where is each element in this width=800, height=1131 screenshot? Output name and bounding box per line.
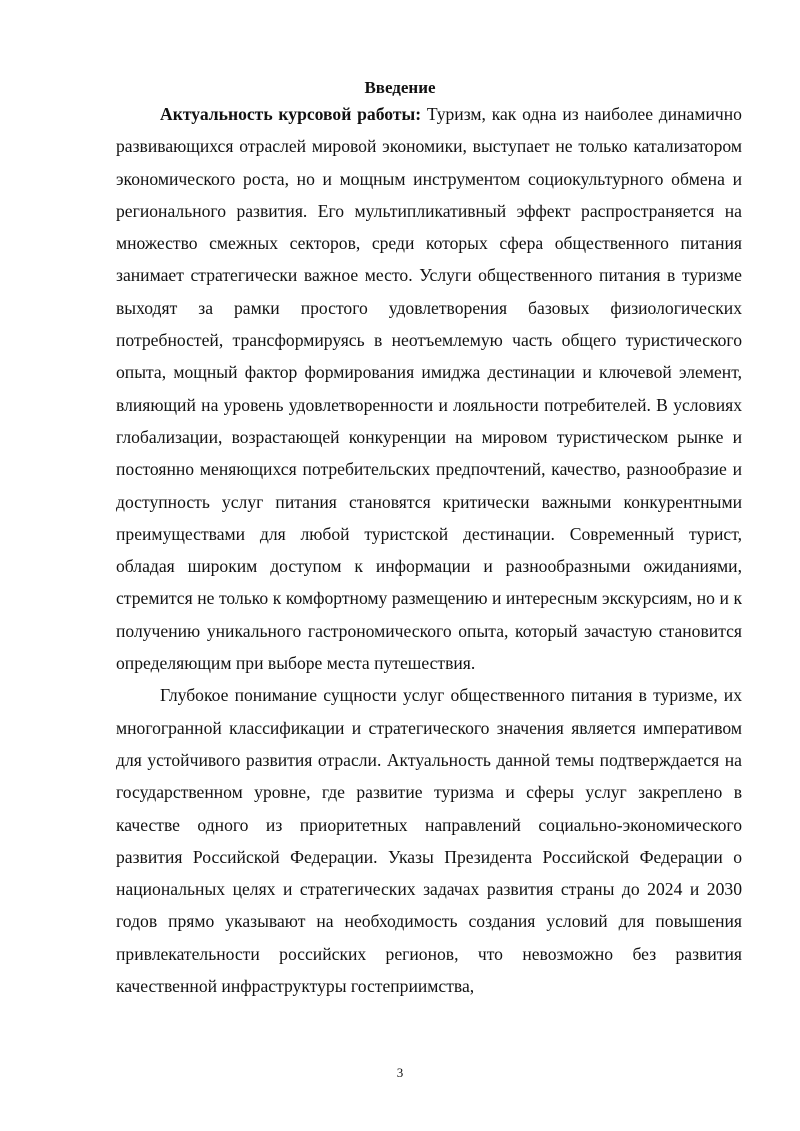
section-title: Введение — [364, 78, 436, 97]
paragraph-lead: Актуальность курсовой работы: — [160, 104, 422, 124]
paragraph-text: Глубокое понимание сущности услуг общественного питания в туризме, их многогранной классификации и стратегического значения является императивом для устойчивого развития отрасли. Актуальность данной темы подтверждается на государственном уровне, где развитие туризма и сферы услуг закреплено в качестве одного из приоритетных направлений социально-экономического развития Российской Федерации. Указы Президента Российской Федерации о национальных целях и стратегических задачах развития страны до 2024 и 2030 годов прямо указывают на необходимость создания условий для повышения привлекательности российских регионов, что невозможно без развития качественной инфраструктуры гостеприимства, — [116, 685, 742, 997]
paragraph-essence — [116, 679, 742, 1002]
paragraph-text: Туризм, как одна из наиболее динамично развивающихся отраслей мировой экономики, выступает не только катализатором экономического роста, но и мощным инструментом социокультурного обмена и регионального развития. Его мультипликативный эффект распространяется на множество смежных секторов, среди которых сфера общественного питания занимает стратегически важное место. Услуги общественного питания в туризме выходят за рамки простого удовлетворения базовых физиологических потребностей, трансформируясь в неотъемлемую часть общего туристического опыта, мощный фактор формирования имиджа дестинации и ключевой элемент, влияющий на уровень удовлетворенности и лояльности потребителей. В условиях глобализации, возрастающей конкуренции на мировом туристическом рынке и постоянно меняющихся потребительских предпочтений, качество, разнообразие и доступность услуг питания становятся критически важными конкурентными преимуществами для любой туристской дестинации. Современный турист, обладая широким доступом к информации и разнообразными ожиданиями, стремится не только к комфортному размещению и интересным экскурсиям, но и к получению уникального гастрономического опыта, который зачастую становится определяющим при выборе места путешествия. — [116, 104, 742, 674]
document-body — [116, 98, 742, 1002]
page-number: 3 — [396, 1065, 404, 1080]
paragraph-relevance — [116, 98, 742, 679]
